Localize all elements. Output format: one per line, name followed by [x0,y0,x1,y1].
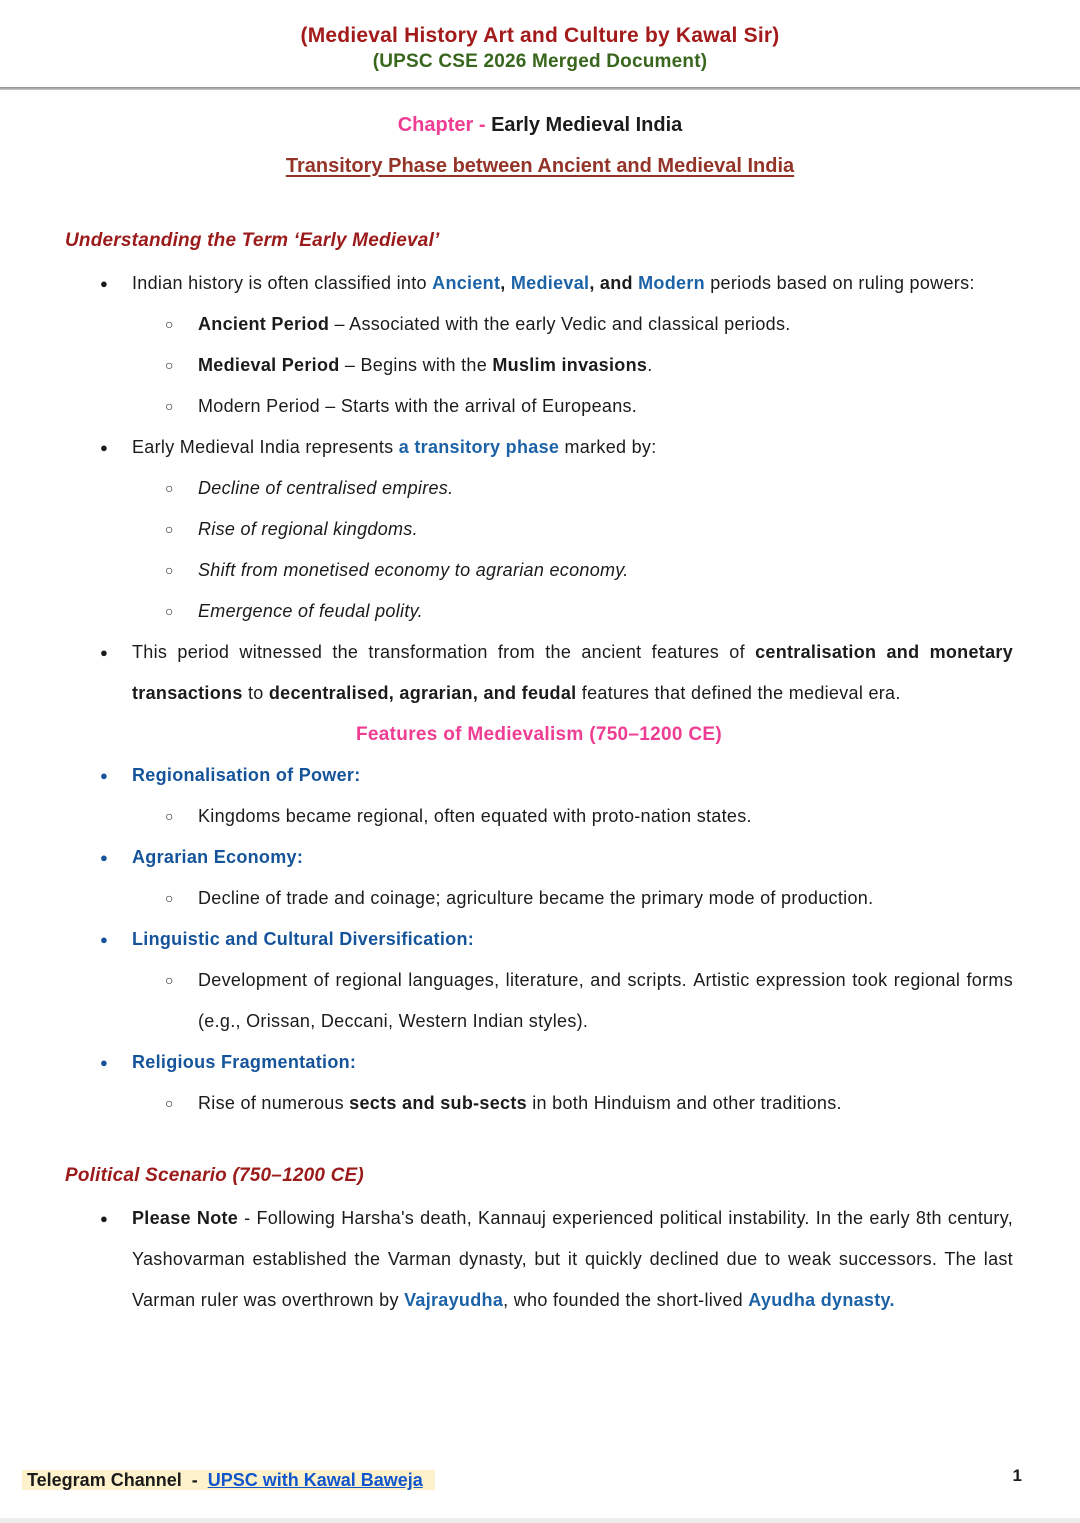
text-segment: Shift from monetised economy to agrarian economy. [198,560,629,580]
text-segment: . [647,355,653,375]
sub-bullet-item [65,509,1013,550]
text-segment: Please Note [132,1208,239,1228]
chapter-prefix: Chapter - [397,114,492,136]
text-segment: – Associated with the early Vedic and classical periods. [329,314,791,334]
footer-label: Telegram Channel - [27,1470,208,1490]
features-heading: Features of Medievalism (750–1200 CE) [356,724,722,745]
chapter-title [0,112,1080,138]
page-footer [22,1463,435,1497]
text-segment: – Begins with the [339,355,493,375]
header-title: (Medieval History Art and Culture by Kawal Sir) [300,24,780,47]
sub-bullet-item [65,386,1013,427]
sub-bullet-item [65,878,1013,919]
bullet-icon: ● [100,932,109,947]
bullet-item [65,1198,1013,1321]
bullet-item [65,427,1013,468]
doc-title-text: Transitory Phase between Ancient and Medieval India [285,155,795,177]
document-header [0,0,1080,74]
text-segment: Emergence of feudal polity. [198,601,423,621]
footer-highlight [22,1470,435,1490]
bullet-item [65,1042,1013,1083]
text-segment: Decline of centralised empires. [198,478,454,498]
circle-icon: ○ [165,521,174,537]
text-segment: Indian history is often classified into [132,273,433,293]
text-segment: Rise of regional kingdoms. [198,519,418,539]
text-segment: marked by: [559,437,657,457]
text-segment: sects and sub-sects [349,1093,527,1113]
bullet-icon: ● [100,1211,109,1226]
page-number: 1 [1012,1466,1022,1485]
sub-bullet-item [65,468,1013,509]
text-segment: Ancient Period [198,314,330,334]
circle-icon: ○ [165,316,174,332]
circle-icon: ○ [165,603,174,619]
text-segment: Medieval [510,273,590,293]
text-segment: centralisation and monetary transactions [132,642,1014,703]
text-segment: Development of regional languages, literature, and scripts. Artistic expression took regional forms (e.g., Orissan, Deccani, Western Indian styles). [198,970,1013,1031]
text-segment: decentralised, agrarian, and feudal [268,683,577,703]
text-segment: This period witnessed the transformation from the ancient features of [132,642,756,662]
text-segment: Kingdoms became regional, often equated with proto-nation states. [198,806,752,826]
circle-icon: ○ [165,808,174,824]
bullet-icon: ● [100,1055,109,1070]
text-segment: to [242,683,269,703]
text-segment: Linguistic and Cultural Diversification: [132,929,475,949]
text-segment: Regionalisation of Power: [132,765,361,785]
header-subtitle: (UPSC CSE 2026 Merged Document) [372,51,708,72]
text-segment: Modern Period – Starts with the arrival of Europeans. [198,396,638,416]
circle-icon: ○ [165,972,174,988]
sub-bullet-item [65,345,1013,386]
text-segment: Medieval Period [198,355,340,375]
document-body [65,227,1013,1321]
bullet-item [65,263,1013,304]
text-segment: Decline of trade and coinage; agriculture became the primary mode of production. [198,888,874,908]
bullet-icon: ● [100,440,109,455]
sub-bullet-item [65,796,1013,837]
chapter-name: Early Medieval India [491,114,683,136]
section-heading-political: Political Scenario (750–1200 CE) [65,1165,364,1186]
page-edge-strip [0,1518,1080,1523]
text-segment: features that defined the medieval era. [576,683,901,703]
bullet-item [65,919,1013,960]
text-segment: Muslim invasions [492,355,648,375]
doc-title [0,153,1080,179]
text-segment: Ancient [432,273,501,293]
sub-bullet-item [65,960,1013,1042]
text-segment: in both Hinduism and other traditions. [526,1093,842,1113]
bullet-icon: ● [100,645,109,660]
bullet-icon: ● [100,276,109,291]
circle-icon: ○ [165,480,174,496]
bullet-icon: ● [100,768,109,783]
text-segment: , and [589,273,639,293]
circle-icon: ○ [165,562,174,578]
text-segment: Modern [638,273,705,293]
header-divider [0,87,1080,90]
circle-icon: ○ [165,1095,174,1111]
text-segment: periods based on ruling powers: [704,273,975,293]
sub-bullet-item [65,550,1013,591]
text-segment: - Following Harsha's death, Kannauj experienced political instability. In the early 8th century, Yashovarman established the Varman dynasty, but it quickly declined due to weak successors. The last Varman ruler was overthrown by [132,1208,1013,1310]
text-segment: Religious Fragmentation: [132,1052,357,1072]
circle-icon: ○ [165,890,174,906]
text-segment: Ayudha dynasty. [748,1290,895,1310]
sub-bullet-item [65,1083,1013,1124]
circle-icon: ○ [165,398,174,414]
text-segment: , who founded the short-lived [503,1290,749,1310]
section-heading-understanding: Understanding the Term ‘Early Medieval’ [65,230,440,251]
text-segment: Rise of numerous [198,1093,350,1113]
bullet-item [65,755,1013,796]
text-segment: a transitory phase [398,437,560,457]
sub-bullet-item [65,304,1013,345]
text-segment: Agrarian Economy: [132,847,304,867]
circle-icon: ○ [165,357,174,373]
text-segment: Early Medieval India represents [132,437,399,457]
sub-bullet-item [65,591,1013,632]
telegram-channel-link[interactable]: UPSC with Kawal Baweja [207,1470,423,1490]
bullet-item [65,837,1013,878]
text-segment: , [500,273,511,293]
text-segment: Vajrayudha [404,1290,504,1310]
bullet-icon: ● [100,850,109,865]
bullet-item [65,632,1013,714]
